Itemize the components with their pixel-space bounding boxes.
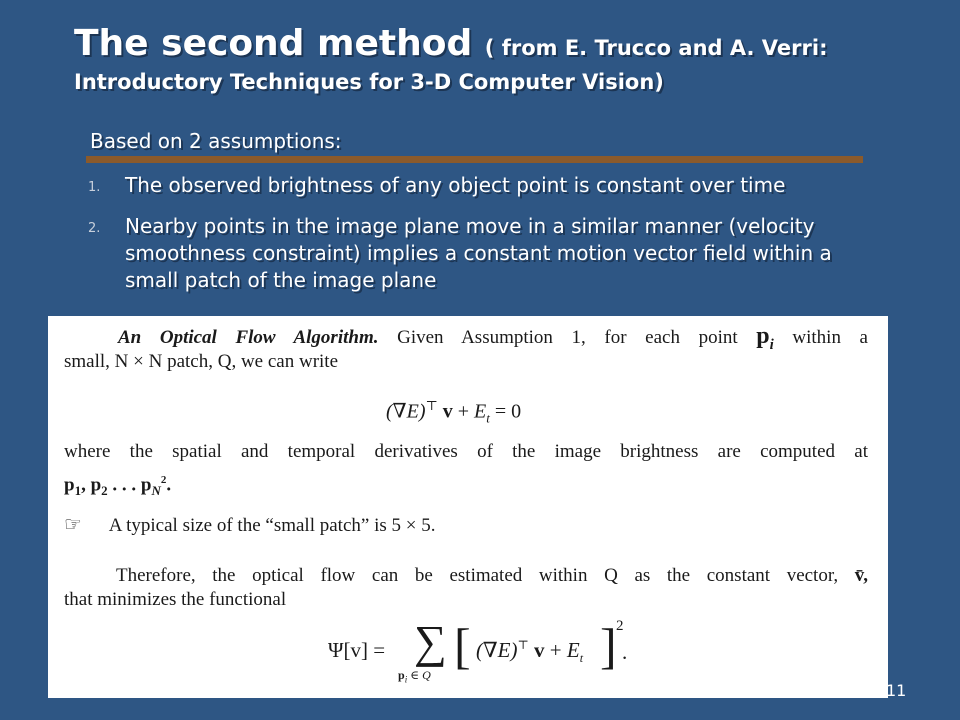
excerpt-heading: An Optical Flow Algorithm. <box>118 327 379 348</box>
velocity-bar-symbol: v̄, <box>854 565 868 586</box>
velocity-symbol: v <box>442 400 453 423</box>
assumption-item-2 <box>88 213 868 294</box>
excerpt-note <box>64 512 435 538</box>
sum-index-subscript: i <box>404 674 408 685</box>
point-subscript: i <box>769 336 774 353</box>
textbook-excerpt <box>48 316 888 698</box>
times-symbol: × <box>405 515 417 536</box>
excerpt-line-4 <box>64 564 868 588</box>
divider-rule <box>86 156 863 163</box>
sum-set: ∈ Q <box>407 668 431 682</box>
excerpt-line-2 <box>64 350 338 374</box>
list-number: 2. <box>88 221 101 236</box>
point-subscript: N <box>151 483 161 499</box>
left-bracket: [ <box>454 618 471 674</box>
equation-1 <box>386 398 521 427</box>
plus-symbol: + <box>457 400 470 423</box>
point-symbol: p <box>64 474 75 496</box>
temporal-subscript: t <box>579 651 584 666</box>
point-symbol: p <box>756 323 770 349</box>
velocity-symbol: v <box>534 638 545 662</box>
transpose-symbol: ⊤ <box>425 398 438 413</box>
point-subscript: 2 <box>101 483 108 499</box>
period: . <box>166 474 172 496</box>
assumption-text: Nearby points in the image plane move in a similar manner (velocity smoothness constraint) implies a constant motion vector field within a small patch of the image plane <box>125 214 832 292</box>
point-symbol: . . . p <box>107 474 152 496</box>
excerpt-text: N patch, Q, we can write <box>148 351 339 372</box>
title-subtitle-line2: Introductory Techniques for 3-D Computer Vision) <box>74 70 664 94</box>
assumptions-intro: Based on 2 assumptions: <box>90 129 342 153</box>
period: . <box>622 640 628 664</box>
point-superscript: 2 <box>160 474 167 486</box>
excerpt-text: Therefore, the optical flow can be estimated within Q as the constant vector, <box>116 565 839 586</box>
temporal-derivative: E <box>474 400 487 423</box>
excerpt-text: Given Assumption 1, for each point <box>397 327 738 348</box>
summation-symbol: ∑ <box>414 616 447 667</box>
note-text: 5. <box>421 515 436 536</box>
sum-index: p <box>398 668 405 682</box>
excerpt-text: within a <box>792 327 868 348</box>
point-subscript: 1 <box>74 483 82 499</box>
temporal-subscript: t <box>486 410 490 426</box>
title-main-text: The second method <box>74 23 473 64</box>
pointing-hand-icon: ☞ <box>64 512 82 536</box>
temporal-derivative: E <box>566 638 580 662</box>
slide-title <box>74 22 827 70</box>
list-number: 1. <box>88 180 101 195</box>
right-bracket: ] <box>600 618 617 674</box>
inner-expression <box>476 638 583 666</box>
equation-2 <box>328 616 628 694</box>
assumption-item-1 <box>88 172 868 199</box>
assumption-text: The observed brightness of any object point is constant over time <box>125 173 786 197</box>
plus-symbol: + <box>549 638 562 662</box>
page-number: 11 <box>886 681 907 700</box>
point-symbol: , p <box>81 474 102 496</box>
square-exponent: 2 <box>616 618 624 634</box>
transpose-symbol: ⊤ <box>517 638 529 652</box>
excerpt-text: small, N <box>64 351 129 372</box>
gradient-term: (∇E) <box>476 638 518 662</box>
gradient-term: (∇E) <box>386 400 426 423</box>
functional-lhs: Ψ[v] = <box>328 638 386 662</box>
times-symbol: × <box>133 351 144 372</box>
equation-rhs: = 0 <box>494 400 522 423</box>
excerpt-line-3: where the spatial and temporal derivatives of the image brightness are computed at <box>64 441 868 462</box>
excerpt-points-line <box>64 468 171 503</box>
excerpt-line-5: that minimizes the functional <box>64 589 287 610</box>
title-subtitle-line1: ( from E. Trucco and A. Verri: <box>484 36 828 60</box>
note-text: A typical size of the “small patch” is 5 <box>108 515 401 536</box>
